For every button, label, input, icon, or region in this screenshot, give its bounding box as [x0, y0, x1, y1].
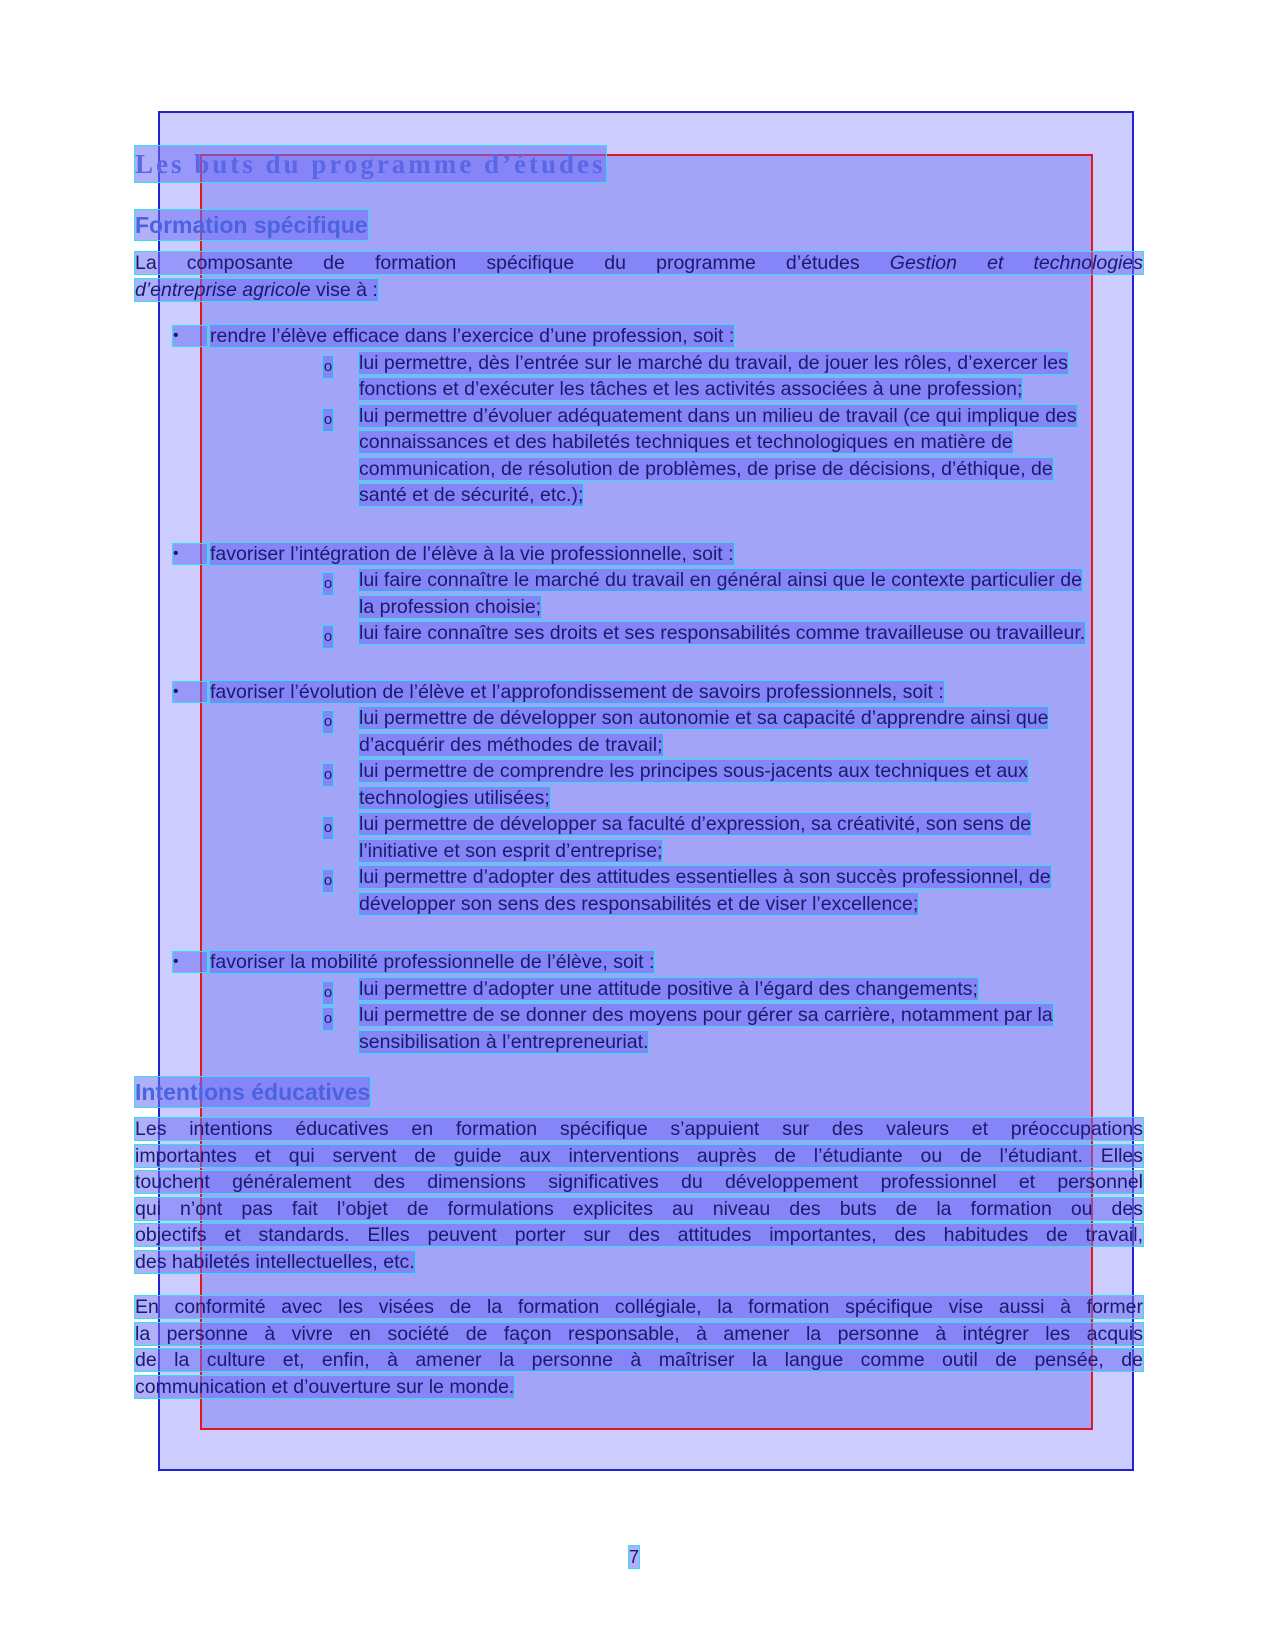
subitem-text-line: lui permettre, dès l’entrée sur le marché du travail, de jouer les rôles, d’exercer les	[359, 351, 1068, 374]
intentions-para1-line	[135, 1143, 1143, 1170]
subitem-text-line: lui permettre de développer sa faculté d’expression, sa créativité, son sens de	[359, 813, 1032, 835]
subitem-text-line: lui permettre de se donner des moyens pour gérer sa carrière, notamment par la	[359, 1004, 1053, 1026]
intentions-para2-text: communication et d’ouverture sur le monde.	[135, 1375, 515, 1398]
goal-label: rendre l’élève efficace dans l’exercice d’une profession, soit :	[210, 325, 735, 347]
intentions-para1-text: objectifs et standards. Elles peuvent porter sur des attitudes importantes, des habitudes de travail,	[135, 1224, 1143, 1246]
subitem-text-line: communication, de résolution de problèmes, de prise de décisions, d’éthique, de	[359, 457, 1053, 480]
section-formation-specifique	[135, 210, 1143, 1055]
subitem-text-line: technologies utilisées;	[359, 786, 550, 809]
document-title: Les buts du programme d’études	[135, 146, 606, 182]
circle-bullet-icon: o	[323, 573, 333, 595]
intentions-para2-text: de la culture et, enfin, à amener la personne à maîtriser la langue comme outil de pensée, de	[135, 1349, 1143, 1371]
subitem-text-line: lui permettre de comprendre les principes sous-jacents aux techniques et aux	[359, 760, 1028, 782]
subitem-text-line: connaissances et des habiletés techniques et technologiques en matière de	[359, 431, 1013, 453]
circle-bullet-icon: o	[323, 1008, 333, 1030]
circle-bullet-icon: o	[323, 626, 333, 648]
subitem-text-line: santé et de sécurité, etc.);	[359, 484, 584, 506]
intentions-para2-line	[135, 1347, 1143, 1374]
intentions-para1-text: qui n’ont pas fait l’objet de formulations explicites au niveau des buts de la formation ou des	[135, 1197, 1143, 1220]
circle-bullet-icon: o	[323, 870, 333, 892]
intentions-para1-text: Les intentions éducatives en formation spécifique s’appuient sur des valeurs et préoccupations	[135, 1118, 1143, 1140]
intentions-paragraph-2	[135, 1294, 1143, 1400]
subitem-text-line: l’initiative et son esprit d’entreprise;	[359, 839, 663, 862]
intentions-para1-line	[135, 1116, 1143, 1143]
goal-sublist	[210, 976, 1143, 1056]
intentions-para2-text: En conformité avec les visées de la formation collégiale, la formation spécifique vise aussi à former	[135, 1296, 1143, 1318]
subitem-text-line: lui faire connaître ses droits et ses responsabilités comme travailleuse ou travailleur.	[359, 622, 1086, 644]
goal-subitem	[210, 758, 1143, 811]
intentions-para2-text: la personne à vivre en société de façon responsable, à amener la personne à intégrer les acquis	[135, 1322, 1143, 1345]
intro-text-1a: La composante de formation spécifique du programme d’études	[135, 252, 890, 274]
subitem-text-line: lui permettre de développer son autonomie et sa capacité d’apprendre ainsi que	[359, 707, 1049, 729]
intentions-para1-line	[135, 1222, 1143, 1249]
program-name-part-1: Gestion et technologies	[889, 252, 1143, 274]
subitem-text-line: la profession choisie;	[359, 595, 542, 618]
goal-label: favoriser l’évolution de l’élève et l’approfondissement de savoirs professionnels, soit :	[210, 680, 944, 703]
circle-bullet-icon: o	[323, 764, 333, 786]
goal-subitem	[210, 1002, 1143, 1055]
intro-line-2	[135, 277, 1143, 304]
subitem-text-line: fonctions et d’exécuter les tâches et les activités associées à une profession;	[359, 378, 1023, 400]
bullet-icon: •	[173, 682, 207, 702]
goal-label: favoriser l’intégration de l’élève à la vie professionnelle, soit :	[210, 542, 734, 565]
subitem-text-line: lui permettre d’adopter des attitudes essentielles à son succès professionnel, de	[359, 866, 1051, 888]
page-number: 7	[629, 1547, 640, 1567]
intentions-para1-text: des habiletés intellectuelles, etc.	[135, 1250, 415, 1273]
intentions-para1-text: touchent généralement des dimensions significatives du développement professionnel et personnel	[135, 1171, 1143, 1193]
bullet-icon: •	[173, 952, 207, 972]
intentions-para2-line	[135, 1294, 1143, 1321]
intentions-para1-text: importantes et qui servent de guide aux interventions auprès de l’étudiante ou de l’étudiant. Elles	[135, 1144, 1143, 1167]
intentions-para2-line	[135, 1321, 1143, 1348]
bullet-icon: •	[173, 326, 207, 346]
subitem-text-line: sensibilisation à l’entrepreneuriat.	[359, 1030, 649, 1053]
intentions-para1-line	[135, 1249, 1143, 1276]
goal-sublist	[210, 350, 1143, 509]
intro-paragraph	[135, 250, 1143, 303]
goal-sublist	[210, 705, 1143, 917]
goal-item	[135, 323, 1143, 509]
page-content	[135, 146, 1143, 1400]
goal-subitem	[210, 350, 1143, 403]
subitem-text-line: d’acquérir des méthodes de travail;	[359, 733, 663, 756]
section-title-formation-specifique: Formation spécifique	[135, 212, 368, 238]
goal-item	[135, 541, 1143, 647]
goal-subitem	[210, 811, 1143, 864]
goal-sublist	[210, 567, 1143, 647]
subitem-text-line: lui faire connaître le marché du travail en général ainsi que le contexte particulier de	[359, 569, 1082, 591]
goal-subitem	[210, 620, 1143, 647]
intentions-para1-line	[135, 1196, 1143, 1223]
intentions-para1-line	[135, 1169, 1143, 1196]
goal-item	[135, 679, 1143, 918]
subitem-text-line: lui permettre d’adopter une attitude positive à l’égard des changements;	[359, 977, 978, 1000]
intentions-para2-line	[135, 1374, 1143, 1401]
section-title-intentions-educatives: Intentions éducatives	[135, 1079, 371, 1105]
circle-bullet-icon: o	[323, 982, 333, 1004]
program-name-part-2: d’entreprise agricole	[135, 278, 311, 301]
subitem-text-line: développer son sens des responsabilités et de viser l’excellence;	[359, 892, 919, 915]
goal-subitem	[210, 567, 1143, 620]
goal-item	[135, 949, 1143, 1055]
circle-bullet-icon: o	[323, 817, 333, 839]
bullet-icon: •	[173, 544, 207, 564]
circle-bullet-icon: o	[323, 356, 333, 378]
goal-subitem	[210, 864, 1143, 917]
intro-line-1	[135, 250, 1143, 277]
circle-bullet-icon: o	[323, 711, 333, 733]
goal-subitem	[210, 705, 1143, 758]
intro-text-2b: vise à :	[310, 278, 378, 301]
subitem-text-line: lui permettre d’évoluer adéquatement dans un milieu de travail (ce qui implique des	[359, 404, 1077, 427]
goals-list	[135, 323, 1143, 1055]
goal-subitem	[210, 403, 1143, 509]
goal-label: favoriser la mobilité professionnelle de l’élève, soit :	[210, 951, 655, 973]
section-intentions-educatives	[135, 1077, 1143, 1400]
goal-subitem	[210, 976, 1143, 1003]
intentions-paragraph-1	[135, 1116, 1143, 1275]
circle-bullet-icon: o	[323, 409, 333, 431]
